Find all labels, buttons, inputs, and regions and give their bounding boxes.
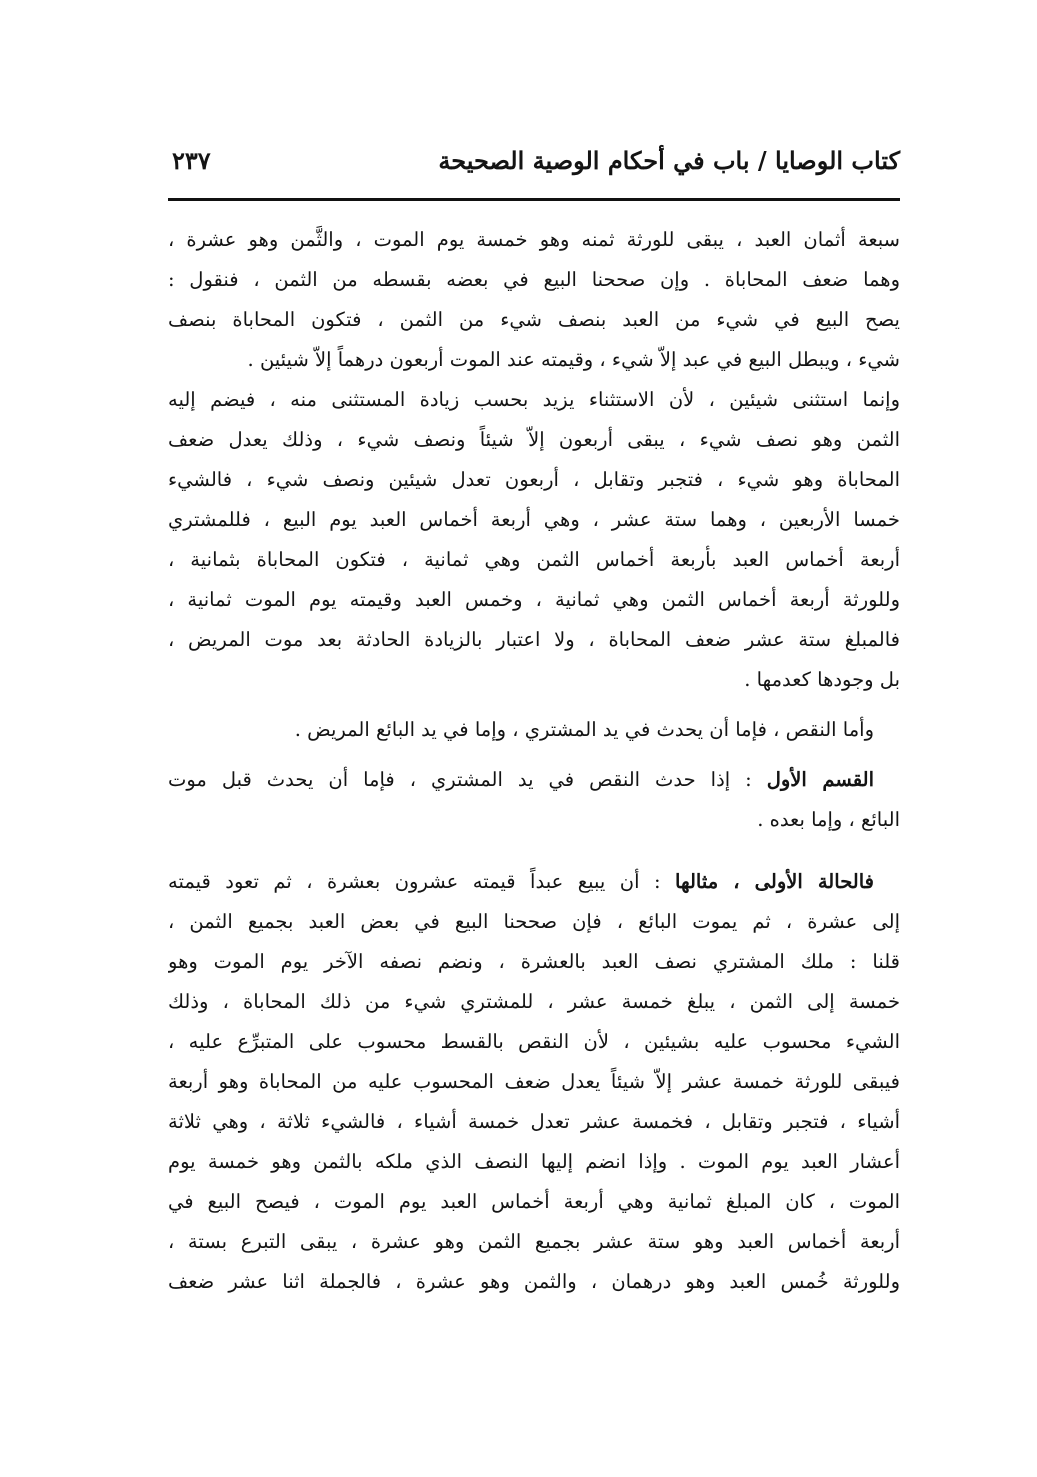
text-line	[168, 862, 900, 902]
text-line: وللورثة خُمس العبد وهو درهمان ، والثمن وهو عشرة ، فالجملة اثنا عشر ضعف	[168, 1270, 900, 1293]
paragraph-3	[168, 710, 900, 750]
text-line: فالمبلغ ستة عشر ضعف المحاباة ، ولا اعتبار بالزيادة الحادثة بعد موت المريض ،	[168, 628, 900, 651]
body-text	[168, 220, 900, 1302]
text-line: المحاباة وهو شيء ، فتجبر وتقابل ، أربعون تعدل شيئين ونصف شيء ، فالشيء	[168, 468, 900, 491]
text-line: أربعة أخماس العبد بأربعة أخماس الثمن وهي ثمانية ، فتكون المحاباة بثمانية ،	[168, 548, 900, 571]
text-line: وهما ضعف المحاباة . وإن صححنا البيع في بعضه بقسطه من الثمن ، فنقول :	[168, 268, 900, 291]
case-heading: فالحالة الأولى ، مثالها	[675, 870, 874, 893]
page-number: ٢٣٧	[172, 146, 211, 175]
text-line: وإنما استثنى شيئين ، لأن الاستثناء يزيد بحسب زيادة المستثنى منه ، فيضم إليه	[168, 388, 900, 411]
text-line: الموت ، كان المبلغ ثمانية وهي أربعة أخماس العبد يوم الموت ، فيصح البيع في	[168, 1190, 900, 1213]
text-line: البائع ، وإما بعده .	[757, 808, 900, 831]
text-line: أشياء ، فتجبر وتقابل ، فخمسة عشر تعدل خمسة أشياء ، فالشيء ثلاثة ، وهي ثلاثة	[168, 1110, 900, 1133]
text-line: وللورثة أربعة أخماس الثمن وهي ثمانية ، وخمس العبد وقيمته يوم الموت ثمانية ،	[168, 588, 900, 611]
text-line: إلى عشرة ، ثم يموت البائع ، فإن صححنا البيع في بعض العبد بجميع الثمن ،	[168, 910, 900, 933]
paragraph-1	[168, 220, 900, 380]
text-line: فيبقى للورثة خمسة عشر إلاّ شيئاً يعدل ضعف المحسوب عليه من المحاباة وهو أربعة	[168, 1070, 900, 1093]
text-line: الثمن وهو نصف شيء ، يبقى أربعون إلاّ شيئاً ونصف شيء ، وذلك يعدل ضعف	[168, 428, 900, 451]
paragraph-4	[168, 760, 900, 840]
text-line: أربعة أخماس العبد وهو ستة عشر بجميع الثمن وهو عشرة ، يبقى التبرع بستة ،	[168, 1230, 900, 1253]
text-run: : أن يبيع عبداً قيمته عشرون بعشرة ، ثم تعود قيمته	[168, 870, 676, 893]
text-line: وأما النقص ، فإما أن يحدث في يد المشتري ، وإما في يد البائع المريض .	[294, 718, 874, 741]
header-rule	[168, 198, 900, 201]
paragraph-2	[168, 380, 900, 700]
text-line	[168, 760, 900, 800]
text-line: يصح البيع في شيء من العبد بنصف شيء من الثمن ، فتكون المحاباة بنصف	[168, 308, 900, 331]
section-heading: القسم الأول	[766, 768, 875, 791]
chapter-title: كتاب الوصايا / باب في أحكام الوصية الصحيحة	[438, 146, 900, 175]
text-line: سبعة أثمان العبد ، يبقى للورثة ثمنه وهو خمسة يوم الموت ، والثَّمن وهو عشرة ،	[168, 228, 900, 251]
paragraph-5	[168, 862, 900, 1302]
text-line: خمسة إلى الثمن ، يبلغ خمسة عشر ، للمشتري شيء من ذلك المحاباة ، وذلك	[168, 990, 900, 1013]
text-line: قلنا : ملك المشتري نصف العبد بالعشرة ، ونضم نصفه الآخر يوم الموت وهو	[168, 950, 900, 973]
text-line: شيء ، ويبطل البيع في عبد إلاّ شيء ، وقيمته عند الموت أربعون درهماً إلاّ شيئين .	[247, 348, 900, 371]
text-line: خمسا الأربعين ، وهما ستة عشر ، وهي أربعة أخماس العبد يوم البيع ، فللمشتري	[168, 508, 900, 531]
text-run: : إذا حدث النقص في يد المشتري ، فإما أن يحدث قبل موت	[168, 768, 767, 791]
running-header	[168, 146, 900, 190]
text-line: الشيء محسوب عليه بشيئين ، لأن النقص بالقسط محسوب على المتبرِّع عليه ،	[168, 1030, 900, 1053]
text-line: بل وجودها كعدمها .	[744, 668, 900, 691]
text-line: أعشار العبد يوم الموت . وإذا انضم إليها النصف الذي ملكه بالثمن وهو خمسة يوم	[168, 1150, 900, 1173]
